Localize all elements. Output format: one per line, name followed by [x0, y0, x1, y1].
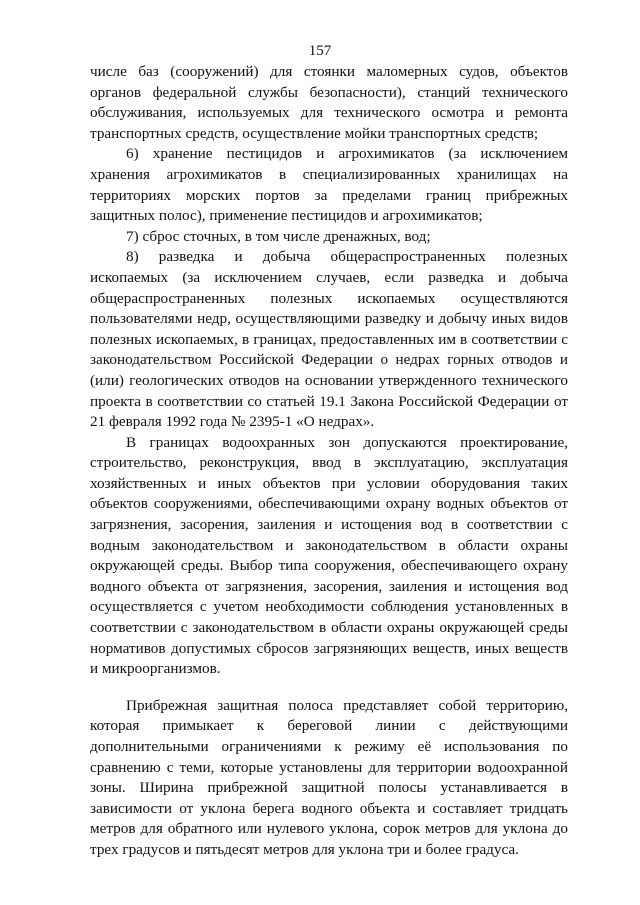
paragraph-item-6: 6) хранение пестицидов и агрохимикатов (за исключением хранения агрохимикатов в специализированных хранилищах на территориях морских портов за пределами границ прибрежных защитных полос), применение пестицидов и агрохимикатов; — [90, 145, 568, 225]
document-body — [90, 62, 568, 861]
paragraph-continuation: числе баз (сооружений) для стоянки маломерных судов, объектов органов федеральной службы безопасности), станций технического обслуживания, используемых для технического осмотра и ремонта транспортных средств, осуществление мойки транспортных средств; — [90, 63, 568, 142]
paragraph-coastal-protection-strip: Прибрежная защитная полоса представляет собой территорию, которая примыкает к береговой линии с действующими дополнительными ограничениями к режиму её использования по сравнению с теми, которые установлены для территории водоохранной зоны. Ширина прибрежной защитной полосы устанавливается в зависимости от уклона берега водного объекта и составляет тридцать метров для обратного или нулевого уклона, сорок метров для уклона до трех градусов и пятьдесят метров для уклона три и более градуса. — [90, 696, 568, 858]
paragraph-item-7: 7) сброс сточных, в том числе дренажных, вод; — [126, 227, 431, 245]
paragraph-item-8: 8) разведка и добыча общераспространенных полезных ископаемых (за исключением случаев, если разведка и добыча общераспространенных полезных ископаемых осуществляются пользователями недр, осуществляющими разведку и добычу иных видов полезных ископаемых, в границах, предоставленных им в соответствии с законодательством Российской Федерации о недрах горных отводов и (или) геологических отводов на основании утвержденного технического проекта в соответствии со статьей 19.1 Закона Российской Федерации от 21 февраля 1992 года № 2395-1 «О недрах». — [90, 248, 568, 431]
paragraph-water-protection-zones: В границах водоохранных зон допускаются проектирование, строительство, реконструкция, ввод в эксплуатацию, эксплуатация хозяйственных и иных объектов при условии оборудования таких объектов сооружениями, обеспечивающими охрану водных объектов от загрязнения, засорения, заиления и истощения вод в соответствии с водным законодательством и законодательством в области охраны окружающей среды. Выбор типа сооружения, обеспечивающего охрану водного объекта от загрязнения, засорения, заиления и истощения вод осуществляется с учетом необходимости соблюдения установленных в соответствии с законодательством в области охраны окружающей среды нормативов допустимых сбросов загрязняющих веществ, иных веществ и микроорганизмов. — [90, 433, 568, 678]
page-number: 157 — [308, 43, 332, 59]
